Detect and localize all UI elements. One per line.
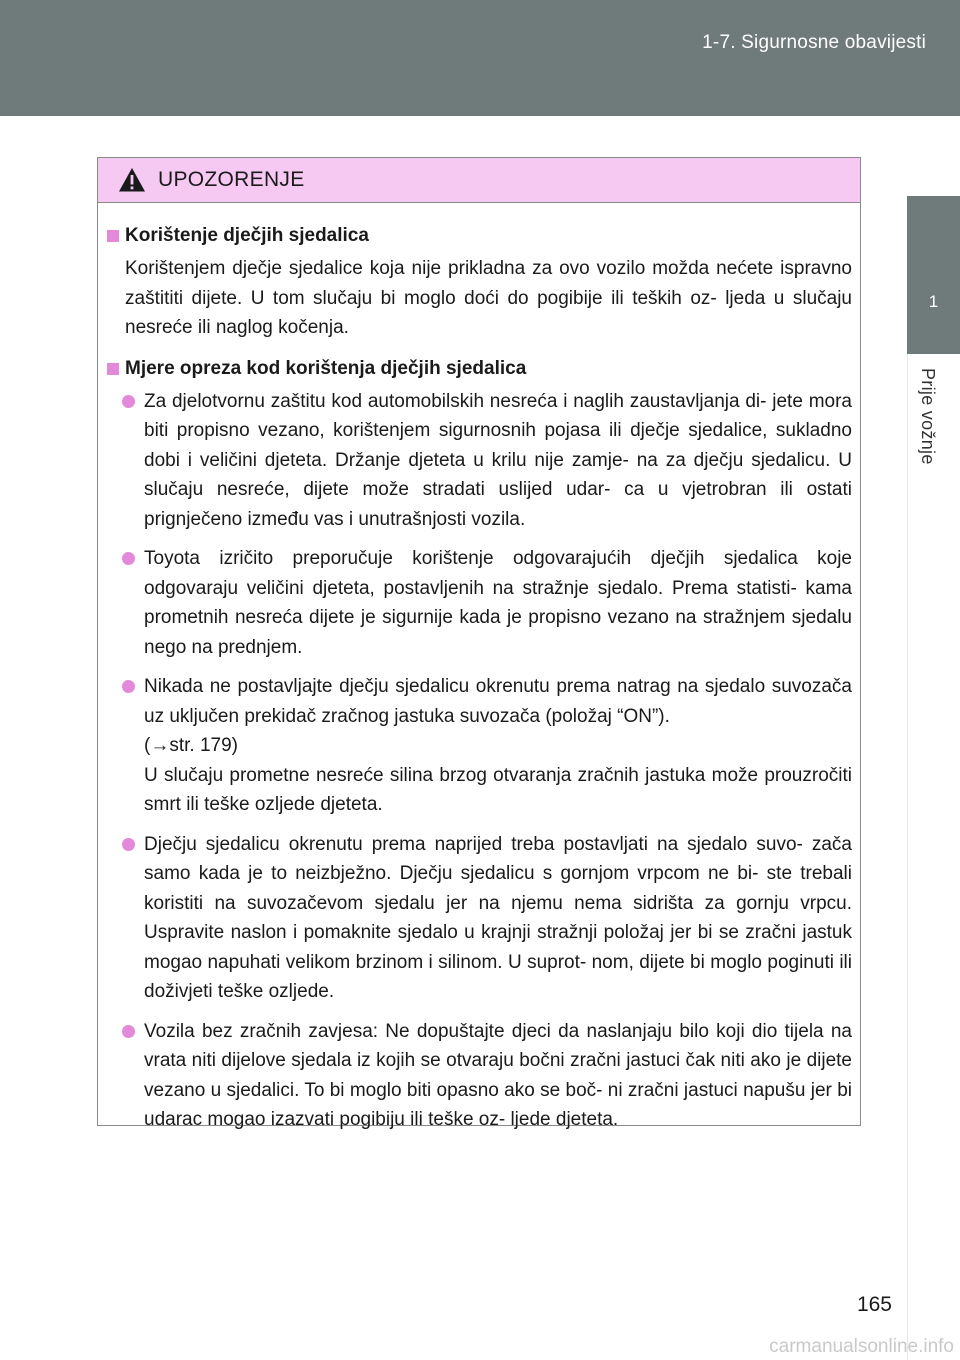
circle-bullet-icon (122, 395, 135, 408)
chapter-tab (907, 196, 960, 354)
section-heading (107, 220, 852, 252)
page-number: 165 (856, 1293, 892, 1316)
chapter-side-strip (907, 354, 960, 1360)
square-bullet-icon (107, 230, 119, 242)
circle-bullet-icon (122, 1025, 135, 1038)
circle-bullet-icon (122, 680, 135, 693)
top-header-band (0, 0, 960, 116)
warning-box (97, 157, 861, 1130)
list-item (107, 1017, 852, 1135)
list-item-text: Nikada ne postavljajte dječju sjedalicu okrenutu prema natrag na sjedalo suvozača uz uključen prekidač zračnog jastuka suvozača (položaj “ON”). (144, 676, 852, 727)
warning-title: UPOZORENJE (158, 168, 305, 191)
list-item (107, 672, 852, 820)
list-item (107, 544, 852, 662)
list-item-text: Toyota izričito preporučuje korištenje odgovarajućih dječjih sjedalica koje odgovaraju veličini djeteta, postavljenih na stražnje sjedalo. Prema statisti- kama prometnih nesreća dijete je sigurnije kada je propisno vezano na stražnjem sjedalu nego na prednjem. (144, 548, 852, 658)
section-heading (107, 353, 852, 385)
list-item-text: Vozila bez zračnih zavjesa: Ne dopuštajte djeci da naslanjaju bilo koji dio tijela na vrata niti dijelove sjedala iz kojih se otvaraju bočni zračni jastuci čak niti ako je dijete vezano u sjedalici. To bi moglo biti opasno ako se boč- ni zračni jastuci napušu jer bi udarac mogao izazvati pogibiju ili teške oz- ljede djeteta. (144, 1020, 852, 1130)
square-bullet-icon (107, 363, 119, 375)
section-paragraph: Korištenjem dječje sjedalice koja nije prikladna za ovo vozilo možda nećete ispravno zaštititi dijete. U tom slučaju bi moglo doći do pogibije ili teških oz- ljeda u slučaju nesreće ili naglog kočenja. (125, 258, 852, 338)
watermark: carmanualsonline.info (769, 1336, 954, 1357)
chapter-label: Prije vožnje (918, 368, 938, 465)
section-child-seat-use (107, 220, 852, 343)
warning-body (98, 203, 860, 1135)
section-heading-text: Korištenje dječjih sjedalica (125, 225, 369, 246)
section-heading-text: Mjere opreza kod korištenja dječjih sjedalica (125, 357, 527, 379)
list-item (107, 387, 852, 535)
warning-header (98, 158, 860, 203)
warning-triangle-icon (118, 167, 146, 193)
list-item-text-continued: U slučaju prometne nesreće silina brzog otvaranja zračnih jastuka može prouzročiti smrt ili teške ozljede djeteta. (144, 764, 852, 815)
page-reference: (→str. 179) (144, 735, 238, 756)
list-item-text: Dječju sjedalicu okrenutu prema naprijed treba postavljati na sjedalo suvo- zača samo kada je to neizbježno. Dječju sjedalicu s gornjom vrpcom ne bi- ste trebali koristiti na suvozačevom sjedalu jer na njemu nema sidrišta za gornju vrpcu. Uspravite naslon i pomaknite sjedalo u krajnji stražnji položaj jer bi se zračni jastuk mogao napuhati velikom brzinom i silinom. U suprot- nom, dijete bi moglo poginuti ili doživjeti teške ozljede. (144, 833, 852, 1002)
circle-bullet-icon (122, 838, 135, 851)
list-item-text: Za djelotvornu zaštitu kod automobilskih nesreća i naglih zaustavljanja di- jete mora biti propisno vezano, korištenjem sigurnosnih pojasa ili dječje sjedalice, sukladno dobi i veličini djeteta. Držanje djeteta u krilu nije zamje- na za dječju sjedalicu. U slučaju nesreće, dijete može stradati uslijed udar- ca u vjetrobran ili ostati prignječeno između vas i unutrašnjosti vozila. (144, 390, 852, 530)
section-child-seat-precautions (107, 353, 852, 1135)
section-title: 1-7. Sigurnosne obavijesti (702, 32, 926, 53)
chapter-number: 1 (928, 292, 939, 311)
circle-bullet-icon (122, 552, 135, 565)
list-item (107, 830, 852, 1007)
